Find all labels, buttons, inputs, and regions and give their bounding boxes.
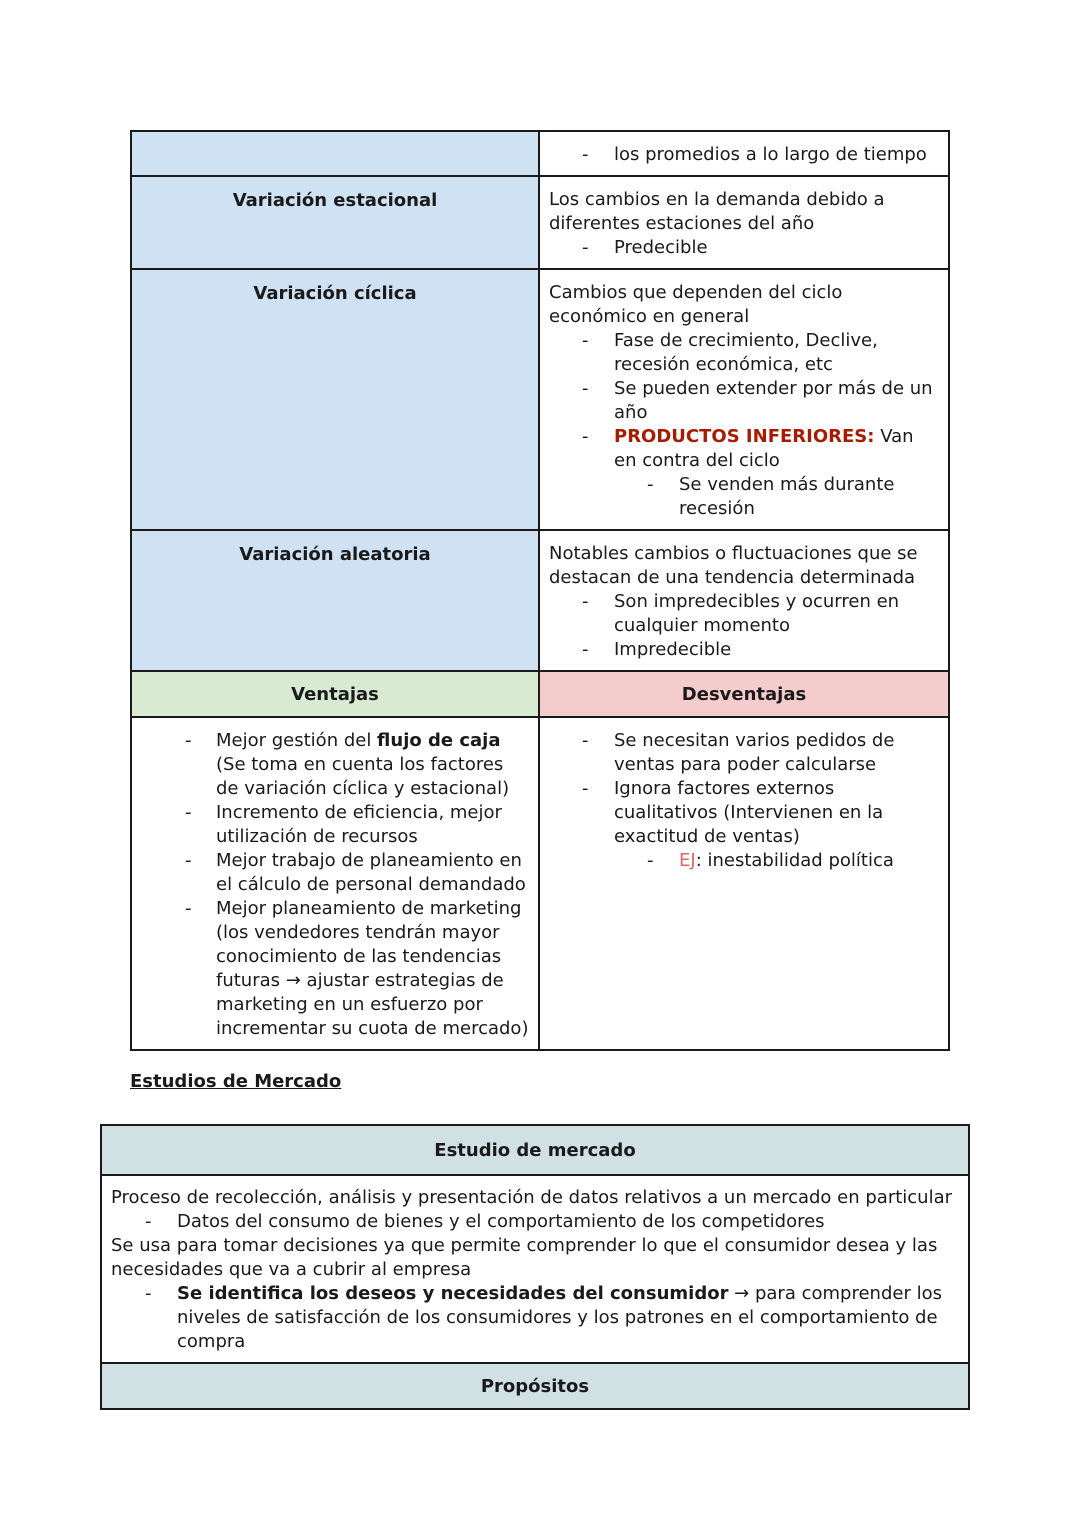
- desventajas-header: Desventajas: [539, 671, 949, 717]
- table-body-cell: [101, 1175, 969, 1363]
- continued-text: - los promedios a lo largo de tiempo: [614, 143, 940, 167]
- list-item: - Mejor gestión del flujo de caja (Se toma en cuenta los factores de variación cíclica y estacional): [216, 729, 530, 801]
- list-item: - Se necesitan varios pedidos de ventas para poder calcularse: [614, 729, 940, 777]
- table-row: [131, 530, 949, 671]
- row-desc-cell: [539, 176, 949, 269]
- desventajas-cell: [539, 717, 949, 1050]
- sub-list-item: - Se venden más durante recesión: [679, 473, 940, 521]
- list-item: - Se pueden extender por más de un año: [614, 377, 940, 425]
- row-label: Variación estacional: [232, 190, 438, 211]
- list-item: - Datos del consumo de bienes y el comportamiento de los competidores: [177, 1210, 960, 1234]
- example-label: EJ: [679, 850, 696, 871]
- list-item: - Mejor planeamiento de marketing (los vendedores tendrán mayor conocimiento de las tendencias futuras → ajustar estrategias de marketing en un esfuerzo por incrementar su cuota de mercado): [216, 897, 530, 1041]
- ventajas-header: Ventajas: [131, 671, 539, 717]
- paragraph: Proceso de recolección, análisis y presentación de datos relativos a un mercado en particular: [111, 1187, 953, 1208]
- list-item: - Incremento de eficiencia, mejor utilización de recursos: [216, 801, 530, 849]
- list-item: - Se identifica los deseos y necesidades del consumidor → para comprender los niveles de satisfacción de los consumidores y los patrones en el comportamiento de compra: [177, 1282, 960, 1354]
- table-row: [101, 1175, 969, 1363]
- row-description: Notables cambios o fluctuaciones que se destacan de una tendencia determinada: [549, 543, 918, 588]
- row-label-cell: [131, 269, 539, 530]
- paragraph: Se usa para tomar decisiones ya que permite comprender lo que el consumidor desea y las necesidades que va a cubrir al empresa: [111, 1235, 938, 1280]
- table-row: [101, 1125, 969, 1175]
- row-description: Cambios que dependen del ciclo económico en general: [549, 282, 843, 327]
- list-item: - Son impredecibles y ocurren en cualquier momento: [614, 590, 940, 638]
- ventajas-cell: [131, 717, 539, 1050]
- bold-text: flujo de caja: [377, 730, 501, 751]
- row-label: Variación aleatoria: [239, 544, 431, 565]
- purposes-header: Propósitos: [101, 1363, 969, 1409]
- list-item: - Mejor trabajo de planeamiento en el cálculo de personal demandado: [216, 849, 530, 897]
- row-label-cell: [131, 530, 539, 671]
- table-row: [101, 1363, 969, 1409]
- table-header: Estudio de mercado: [101, 1125, 969, 1175]
- row-desc-cell: [539, 530, 949, 671]
- list-item: - Fase de crecimiento, Declive, recesión económica, etc: [614, 329, 940, 377]
- section-title: Estudios de Mercado: [130, 1071, 342, 1092]
- row-desc-cell: [539, 269, 949, 530]
- highlight-text: PRODUCTOS INFERIORES:: [614, 426, 875, 447]
- table-row: [131, 269, 949, 530]
- forecast-variations-table: [130, 130, 950, 1051]
- sub-list-item: - EJ: inestabilidad política: [679, 849, 940, 873]
- row-label-cell: [131, 176, 539, 269]
- row-label: Variación cíclica: [253, 283, 417, 304]
- table-row: [131, 176, 949, 269]
- row-label-cell: [131, 131, 539, 176]
- list-item: - PRODUCTOS INFERIORES: Van en contra del ciclo - Se venden más durante recesión: [614, 425, 940, 521]
- table-row: [131, 671, 949, 717]
- table-row: [131, 131, 949, 176]
- list-item: - Impredecible: [614, 638, 940, 662]
- table-row: [131, 717, 949, 1050]
- list-item: - Predecible: [614, 236, 940, 260]
- list-item: - Ignora factores externos cualitativos (Intervienen en la exactitud de ventas) - EJ: inestabilidad política: [614, 777, 940, 873]
- row-description: Los cambios en la demanda debido a diferentes estaciones del año: [549, 189, 885, 234]
- market-study-table: [100, 1124, 970, 1410]
- row-desc-cell: [539, 131, 949, 176]
- bold-text: Se identifica los deseos y necesidades del consumidor: [177, 1283, 729, 1304]
